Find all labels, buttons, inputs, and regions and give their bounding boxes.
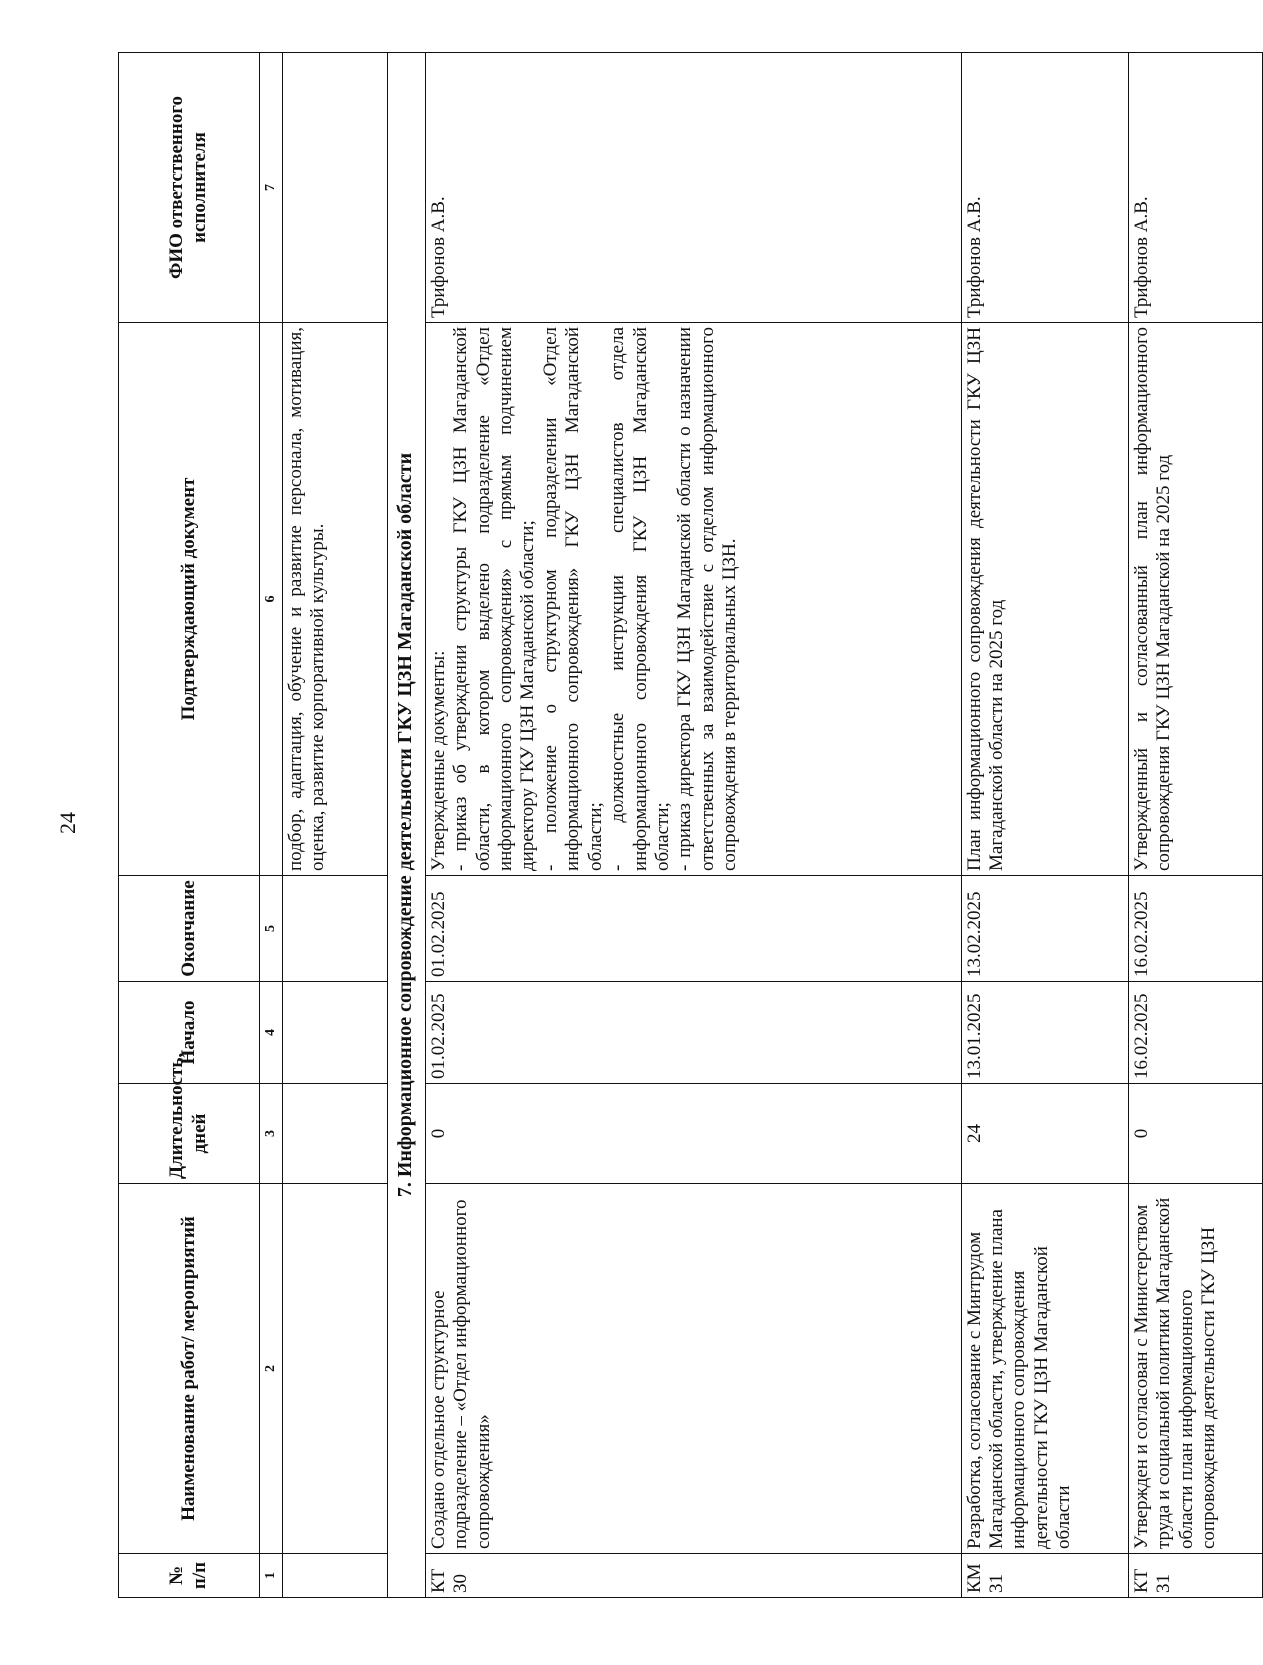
document-line: - приказ директора ГКУ ЦЗН Магаданской области о назначении ответственных за взаимодействие с отделом информационного сопровождения в территориальных ЦЗН. xyxy=(674,327,741,871)
row-start: 16.02.2025 xyxy=(1129,982,1263,1084)
header-name: Наименование работ/ мероприятий xyxy=(119,1184,260,1554)
table-row xyxy=(425,53,961,1598)
page-number: 24 xyxy=(55,812,80,834)
section-title: 7. Информационное сопровождение деятельности ГКУ ЦЗН Магаданской области xyxy=(387,53,425,1598)
header-responsible: ФИО ответственного исполнителя xyxy=(119,53,260,323)
column-number: 7 xyxy=(259,53,282,323)
row-duration: 0 xyxy=(425,1084,961,1184)
column-number: 6 xyxy=(259,323,282,876)
header-num: № п/п xyxy=(119,1554,260,1598)
carryover-row xyxy=(283,53,387,1598)
row-document xyxy=(425,323,961,876)
column-number: 3 xyxy=(259,1084,282,1184)
row-start: 01.02.2025 xyxy=(425,982,961,1084)
row-responsible: Трифонов А.В. xyxy=(425,53,961,323)
document-line: - приказ об утверждении структуры ГКУ ЦЗН Магаданской области, в котором выделено подразделение «Отдел информационного сопровождения» с прямым подчинением директору ГКУ ЦЗН Магаданской области; xyxy=(450,327,539,871)
header-end: Окончание xyxy=(119,876,260,982)
column-number: 1 xyxy=(259,1554,282,1598)
document-line: - должностные инструкции специалистов отдела информационного сопровождения ГКУ ЦЗН Магаданской области; xyxy=(607,327,673,871)
column-number: 4 xyxy=(259,982,282,1084)
row-responsible: Трифонов А.В. xyxy=(961,53,1128,323)
row-end: 13.02.2025 xyxy=(961,876,1128,982)
document-line: Утвержденные документы: xyxy=(427,650,449,871)
carryover-document: подбор, адаптация, обучение и развитие персонала, мотивация, оценка, развитие корпоративной культуры. xyxy=(283,323,387,876)
row-document: План информационного сопровождения деятельности ГКУ ЦЗН Магаданской области на 2025 год xyxy=(961,323,1128,876)
document-line: - положение о структурном подразделении «Отдел информационного сопровождения» ГКУ ЦЗН Магаданской области; xyxy=(539,327,606,871)
work-plan-table xyxy=(118,52,1263,1598)
header-row xyxy=(119,53,260,1598)
row-id: КМ 31 xyxy=(961,1554,1128,1598)
row-duration: 24 xyxy=(961,1084,1128,1184)
row-name: Разработка, согласование с Минтрудом Магаданской области, утверждение плана информационного сопровождения деятельности ГКУ ЦЗН Магаданской области xyxy=(961,1184,1128,1554)
header-document: Подтверждающий документ xyxy=(119,323,260,876)
row-end: 16.02.2025 xyxy=(1129,876,1263,982)
table-row xyxy=(961,53,1128,1598)
column-number: 2 xyxy=(259,1184,282,1554)
column-number: 5 xyxy=(259,876,282,982)
row-id: КТ 31 xyxy=(1129,1554,1263,1598)
row-document: Утвержденный и согласованный план информационного сопровождения ГКУ ЦЗН Магаданской на 2025 год xyxy=(1129,323,1263,876)
row-id: КТ 30 xyxy=(425,1554,961,1598)
row-duration: 0 xyxy=(1129,1084,1263,1184)
row-responsible: Трифонов А.В. xyxy=(1129,53,1263,323)
header-start: Начало xyxy=(119,982,260,1084)
row-end: 01.02.2025 xyxy=(425,876,961,982)
section-row xyxy=(387,53,425,1598)
row-name: Утвержден и согласован с Министерством труда и социальной политики Магаданской области план информационного сопровождения деятельности ГКУ ЦЗН xyxy=(1129,1184,1263,1554)
table-row xyxy=(1129,53,1263,1598)
column-number-row xyxy=(259,53,282,1598)
row-name: Создано отдельное структурное подразделение – «Отдел информационного сопровождения» xyxy=(425,1184,961,1554)
row-start: 13.01.2025 xyxy=(961,982,1128,1084)
header-duration: Длительность, дней xyxy=(119,1084,260,1184)
rotated-table-container xyxy=(118,53,1263,1598)
